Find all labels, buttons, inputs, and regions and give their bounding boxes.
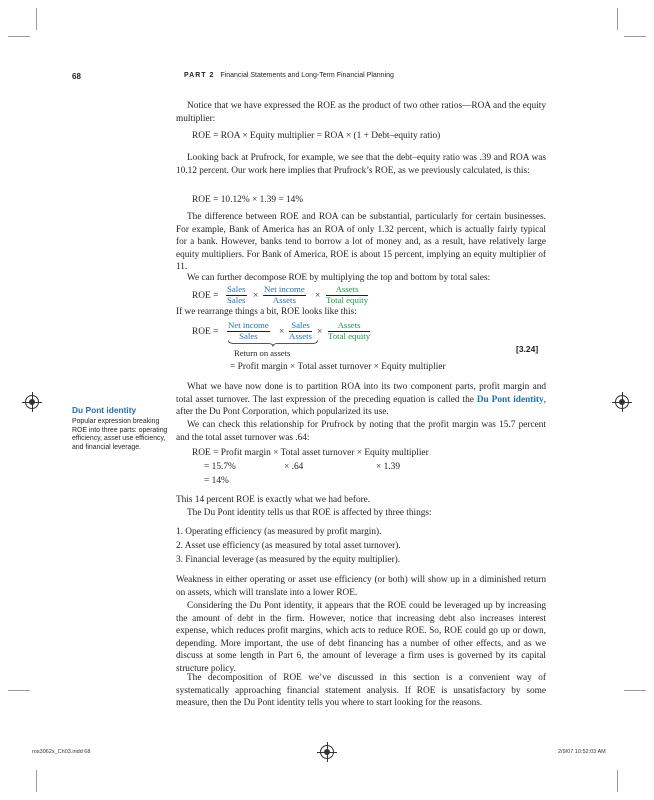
paragraph-text: , after the Du Pont Corporation, which popularized its use. — [176, 394, 547, 418]
crop-mark — [617, 8, 618, 30]
fraction-denominator: Total equity — [328, 330, 371, 341]
equation-dupont-final: = Profit margin × Total asset turnover × Equity multiplier — [230, 362, 446, 372]
crop-mark — [8, 36, 30, 37]
equation-number: [3.24] — [516, 344, 539, 354]
equation-check-value: × .64 — [284, 462, 304, 472]
roe-equals: ROE = — [192, 327, 219, 337]
paragraph: The difference between ROE and ROA can be substantial, particularly for certain businesses. For example, Bank of America has an ROA of only 1.32 percent, which is actually fairly typical for a bank. However, banks tend to borrow a lot of money and, as a result, have relatively large equity multipliers. For Bank of America, ROE is about 15 percent, implying an equity multiplier of 11. — [176, 212, 546, 273]
times-sign: × — [315, 291, 321, 301]
fraction-sales-sales — [226, 285, 247, 305]
crop-mark — [36, 770, 37, 792]
equation-check-value: × 1.39 — [376, 462, 401, 472]
fraction-numerator: Net income — [264, 284, 305, 294]
margin-note-text: Popular expression breaking ROE into three parts: operating efficiency, asset use efficiency, and financial leverage. — [72, 418, 168, 451]
fraction-numerator: Sales — [227, 284, 246, 294]
paragraph: The Du Pont identity tells us that ROE is affected by three things: — [187, 508, 432, 518]
crop-mark — [624, 36, 646, 37]
crop-mark — [8, 690, 30, 691]
brace-label: Return on assets — [234, 348, 291, 358]
paragraph: We can further decompose ROE by multiplying the top and bottom by total sales: — [187, 273, 491, 283]
paragraph — [176, 381, 546, 419]
fraction-numerator: Net income — [228, 320, 269, 330]
paragraph-text: What we have now done is to partition ROA into its two component parts, profit margin and total asset turnover. The last expression of the preceding equation is called the — [176, 382, 546, 405]
registration-mark-icon — [320, 745, 334, 759]
registration-mark-icon — [25, 395, 39, 409]
fraction-denominator: Total equity — [326, 294, 369, 305]
fraction-netincome-sales — [227, 321, 270, 341]
fraction-denominator: Assets — [272, 294, 296, 305]
crop-mark — [617, 770, 618, 792]
equation-check-result: = 14% — [204, 476, 229, 486]
paragraph: If we rearrange things a bit, ROE looks like this: — [176, 307, 357, 317]
crop-mark — [36, 8, 37, 30]
running-head — [184, 72, 394, 79]
paragraph: We can check this relationship for Prufrock by noting that the profit margin was 15.7 percent and the total asset turnover was .64: — [176, 420, 546, 443]
equation-prufrock-roe: ROE = 10.12% × 1.39 = 14% — [192, 195, 304, 205]
key-term: Du Pont identity — [476, 394, 544, 405]
times-sign: × — [279, 327, 285, 337]
equation-roe-roa: ROE = ROA × Equity multiplier = ROA × (1 + Debt–equity ratio) — [192, 131, 441, 141]
equation-check: ROE = Profit margin × Total asset turnover × Equity multiplier — [192, 448, 429, 458]
list-item: 3. Financial leverage (as measured by the equity multiplier). — [176, 555, 401, 565]
fraction-assets-equity — [328, 321, 370, 341]
paragraph: The decomposition of ROE we’ve discussed in this section is a convenient way of systematically approaching financial statement analysis. If ROE is unsatisfactory by some measure, then the Du Pont identity tells you where to start looking for the reasons. — [176, 673, 546, 709]
list-item: 1. Operating efficiency (as measured by profit margin). — [176, 527, 382, 537]
paragraph: Notice that we have expressed the ROE as the product of two other ratios—ROA and the equity multiplier: — [176, 101, 546, 124]
equation-check-value: = 15.7% — [204, 462, 236, 472]
page-number: 68 — [72, 72, 81, 81]
fraction-numerator: Sales — [289, 321, 312, 332]
part-title: Financial Statements and Long-Term Financial Planning — [220, 72, 394, 79]
fraction-denominator: Assets — [289, 330, 312, 341]
times-sign: × — [317, 327, 323, 337]
margin-note-title: Du Pont identity — [72, 405, 137, 415]
part-label: PART 2 — [184, 72, 215, 79]
fraction-denominator: Sales — [239, 330, 258, 341]
fraction-numerator: Assets — [326, 285, 368, 296]
paragraph: This 14 percent ROE is exactly what we had before. — [176, 495, 371, 505]
underbrace-icon — [228, 340, 318, 347]
fraction-sales-assets — [289, 321, 312, 341]
timestamp: 2/9/07 10:52:03 AM — [558, 749, 606, 755]
registration-mark-icon — [615, 395, 629, 409]
crop-mark — [624, 690, 646, 691]
fraction-netincome-assets — [263, 285, 306, 305]
fraction-assets-equity — [326, 285, 368, 305]
paragraph: Weakness in either operating or asset use efficiency (or both) will show up in a diminished return on assets, which will translate into a lower ROE. — [176, 575, 546, 598]
fraction-numerator: Assets — [328, 321, 370, 332]
fraction-denominator: Sales — [227, 294, 246, 305]
paragraph: Considering the Du Pont identity, it appears that the ROE could be leveraged up by increasing the amount of debt in the firm. However, notice that increasing debt also increases interest expense, which reduces profit margins, which acts to reduce ROE. So, ROE could go up or down, depending. More important, the use of debt financing has a number of other effects, and as we discuss at some length in Part 6, the amount of leverage a firm uses is governed by its capital structure policy. — [176, 601, 546, 674]
list-item: 2. Asset use efficiency (as measured by total asset turnover). — [176, 541, 401, 551]
roe-equals: ROE = — [192, 291, 219, 301]
times-sign: × — [253, 291, 259, 301]
paragraph: Looking back at Prufrock, for example, we see that the debt–equity ratio was .39 and ROA was 10.12 percent. Our work here implies that Prufrock’s ROE, as we previously calculated, is this: — [176, 153, 546, 176]
file-slug: ros3062x_Ch03.indd 68 — [32, 749, 91, 755]
